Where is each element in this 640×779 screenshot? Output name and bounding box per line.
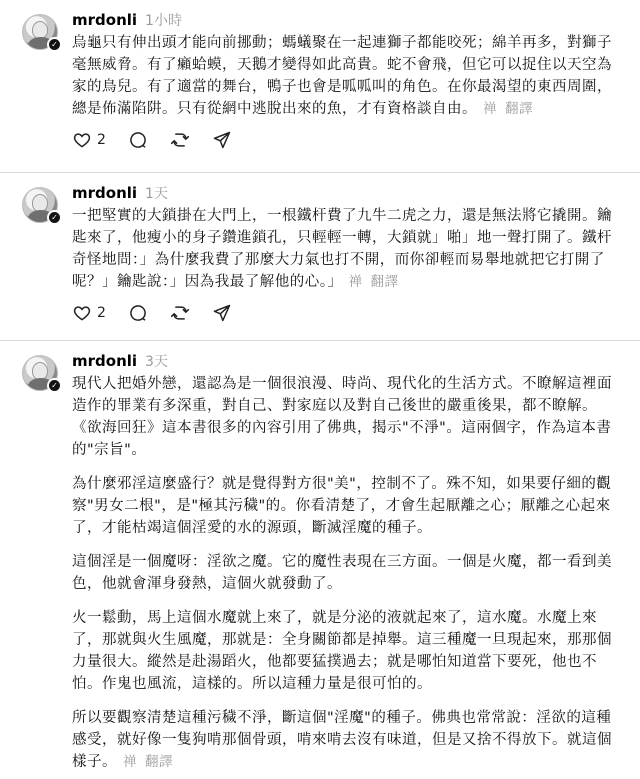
like-count: 2 [97,132,106,148]
heart-icon [72,130,92,150]
post-paragraph: 火一鬆動，馬上這個水魔就上來了，就是分泌的液就起來了，這水魔。水魔上來了，那就與火生風魔，那就是：全身關節都是掉舉。這三種魔一旦現起來，那那個力量很大。縱然是赴湯蹈火，他都要猛撲過去；就是哪怕知道當下要死，他也不怕。作鬼也風流，這樣的。所以這種力量是很可怕的。 [72,610,612,692]
post-paragraph: 所以要觀察清楚這種污穢不淨，斷這個"淫魔"的種子。佛典也常常說：淫欲的這種感受，就好像一隻狗啃那個骨頭，啃來啃去沒有味道，但是又捨不得放下。就這個樣子。 [72,710,612,770]
like-count: 2 [97,305,106,321]
timestamp[interactable]: 3天 [145,354,168,370]
timestamp[interactable]: 1小時 [145,13,182,29]
post-header [72,10,618,32]
post-actions [72,293,618,333]
post-paragraph: 為什麼邪淫這麼盛行？就是覺得對方很"美"，控制不了。殊不知，如果要仔細的觀察"男女二根"，是"極其污穢"的。你看清楚了，才會生起厭離之心；厭離之心起來了，才能枯竭這個淫愛的水的源頭，斷滅淫魔的種子。 [72,476,612,536]
repost-button[interactable] [170,303,190,323]
post-2 [0,172,640,340]
post-paragraph: 這個淫是一個魔呀：淫欲之魔。它的魔性表現在三方面。一個是火魔，都一看到美色，他就會渾身發熱，這個火就發動了。 [72,554,612,592]
share-button[interactable] [212,303,232,323]
post-text [72,205,618,293]
post-paragraph: 一把堅實的大鎖掛在大門上，一根鐵杆費了九牛二虎之力，還是無法將它撬開。鑰匙來了，他瘦小的身子鑽進鎖孔，只輕輕一轉，大鎖就」啪」地一聲打開了。鐵杆奇怪地問：」為什麼我費了那麼大力氣也打不開，而你卻輕而易舉地就把它打開了呢？」鑰匙說：」因為我最了解他的心。」 [72,208,612,290]
comment-button[interactable] [128,303,148,323]
post-header [72,183,618,205]
verified-check-icon: ✓ [47,378,62,393]
repost-icon [170,303,190,323]
timestamp[interactable]: 1天 [145,186,168,202]
username[interactable]: mrdonli [72,184,138,202]
post-header [72,351,618,373]
like-button[interactable] [72,303,106,323]
translate-link[interactable]: 翻譯 [370,274,399,290]
username[interactable]: mrdonli [72,352,138,370]
heart-icon [72,303,92,323]
post-text [72,32,618,120]
translate-tag[interactable]: 禅 [483,101,497,117]
comment-button[interactable] [128,130,148,150]
comment-icon [128,130,148,150]
post-actions [72,120,618,160]
comment-icon [128,303,148,323]
repost-button[interactable] [170,130,190,150]
translate-link[interactable]: 翻譯 [145,754,173,770]
share-button[interactable] [212,130,232,150]
post-paragraph: 現代人把婚外戀，還認為是一個很浪漫、時尚、現代化的生活方式。不瞭解這裡面造作的罪業有多深重，對自己、對家庭以及對自己後世的嚴重後果，都不瞭解。《欲海回狂》這本書很多的內容引用了佛典，揭示"不淨"。這兩個字，作為這本書的"宗旨"。 [72,376,612,458]
verified-check-icon: ✓ [47,37,62,52]
post-text [72,373,618,773]
like-button[interactable] [72,130,106,150]
verified-check-icon: ✓ [47,210,62,225]
share-icon [212,130,232,150]
translate-link[interactable]: 翻譯 [505,101,533,117]
share-icon [212,303,232,323]
repost-icon [170,130,190,150]
post-1 [0,0,640,172]
translate-tag[interactable]: 禅 [123,754,137,770]
post-3 [0,340,640,779]
username[interactable]: mrdonli [72,11,138,29]
translate-tag[interactable]: 禅 [348,274,363,290]
post-paragraph: 烏龜只有伸出頭才能向前挪動；螞蟻聚在一起連獅子都能咬死；綿羊再多，對獅子毫無威脅。有了癩蛤蟆，天鵝才變得如此高貴。蛇不會飛，但它可以捉住以天空為家的鳥兒。有了適當的舞台，鴨子也會是呱呱叫的角色。在你最渴望的東西周圍，總是佈滿陷阱。只有從網中逃脫出來的魚，才有資格談自由。 [72,35,612,117]
